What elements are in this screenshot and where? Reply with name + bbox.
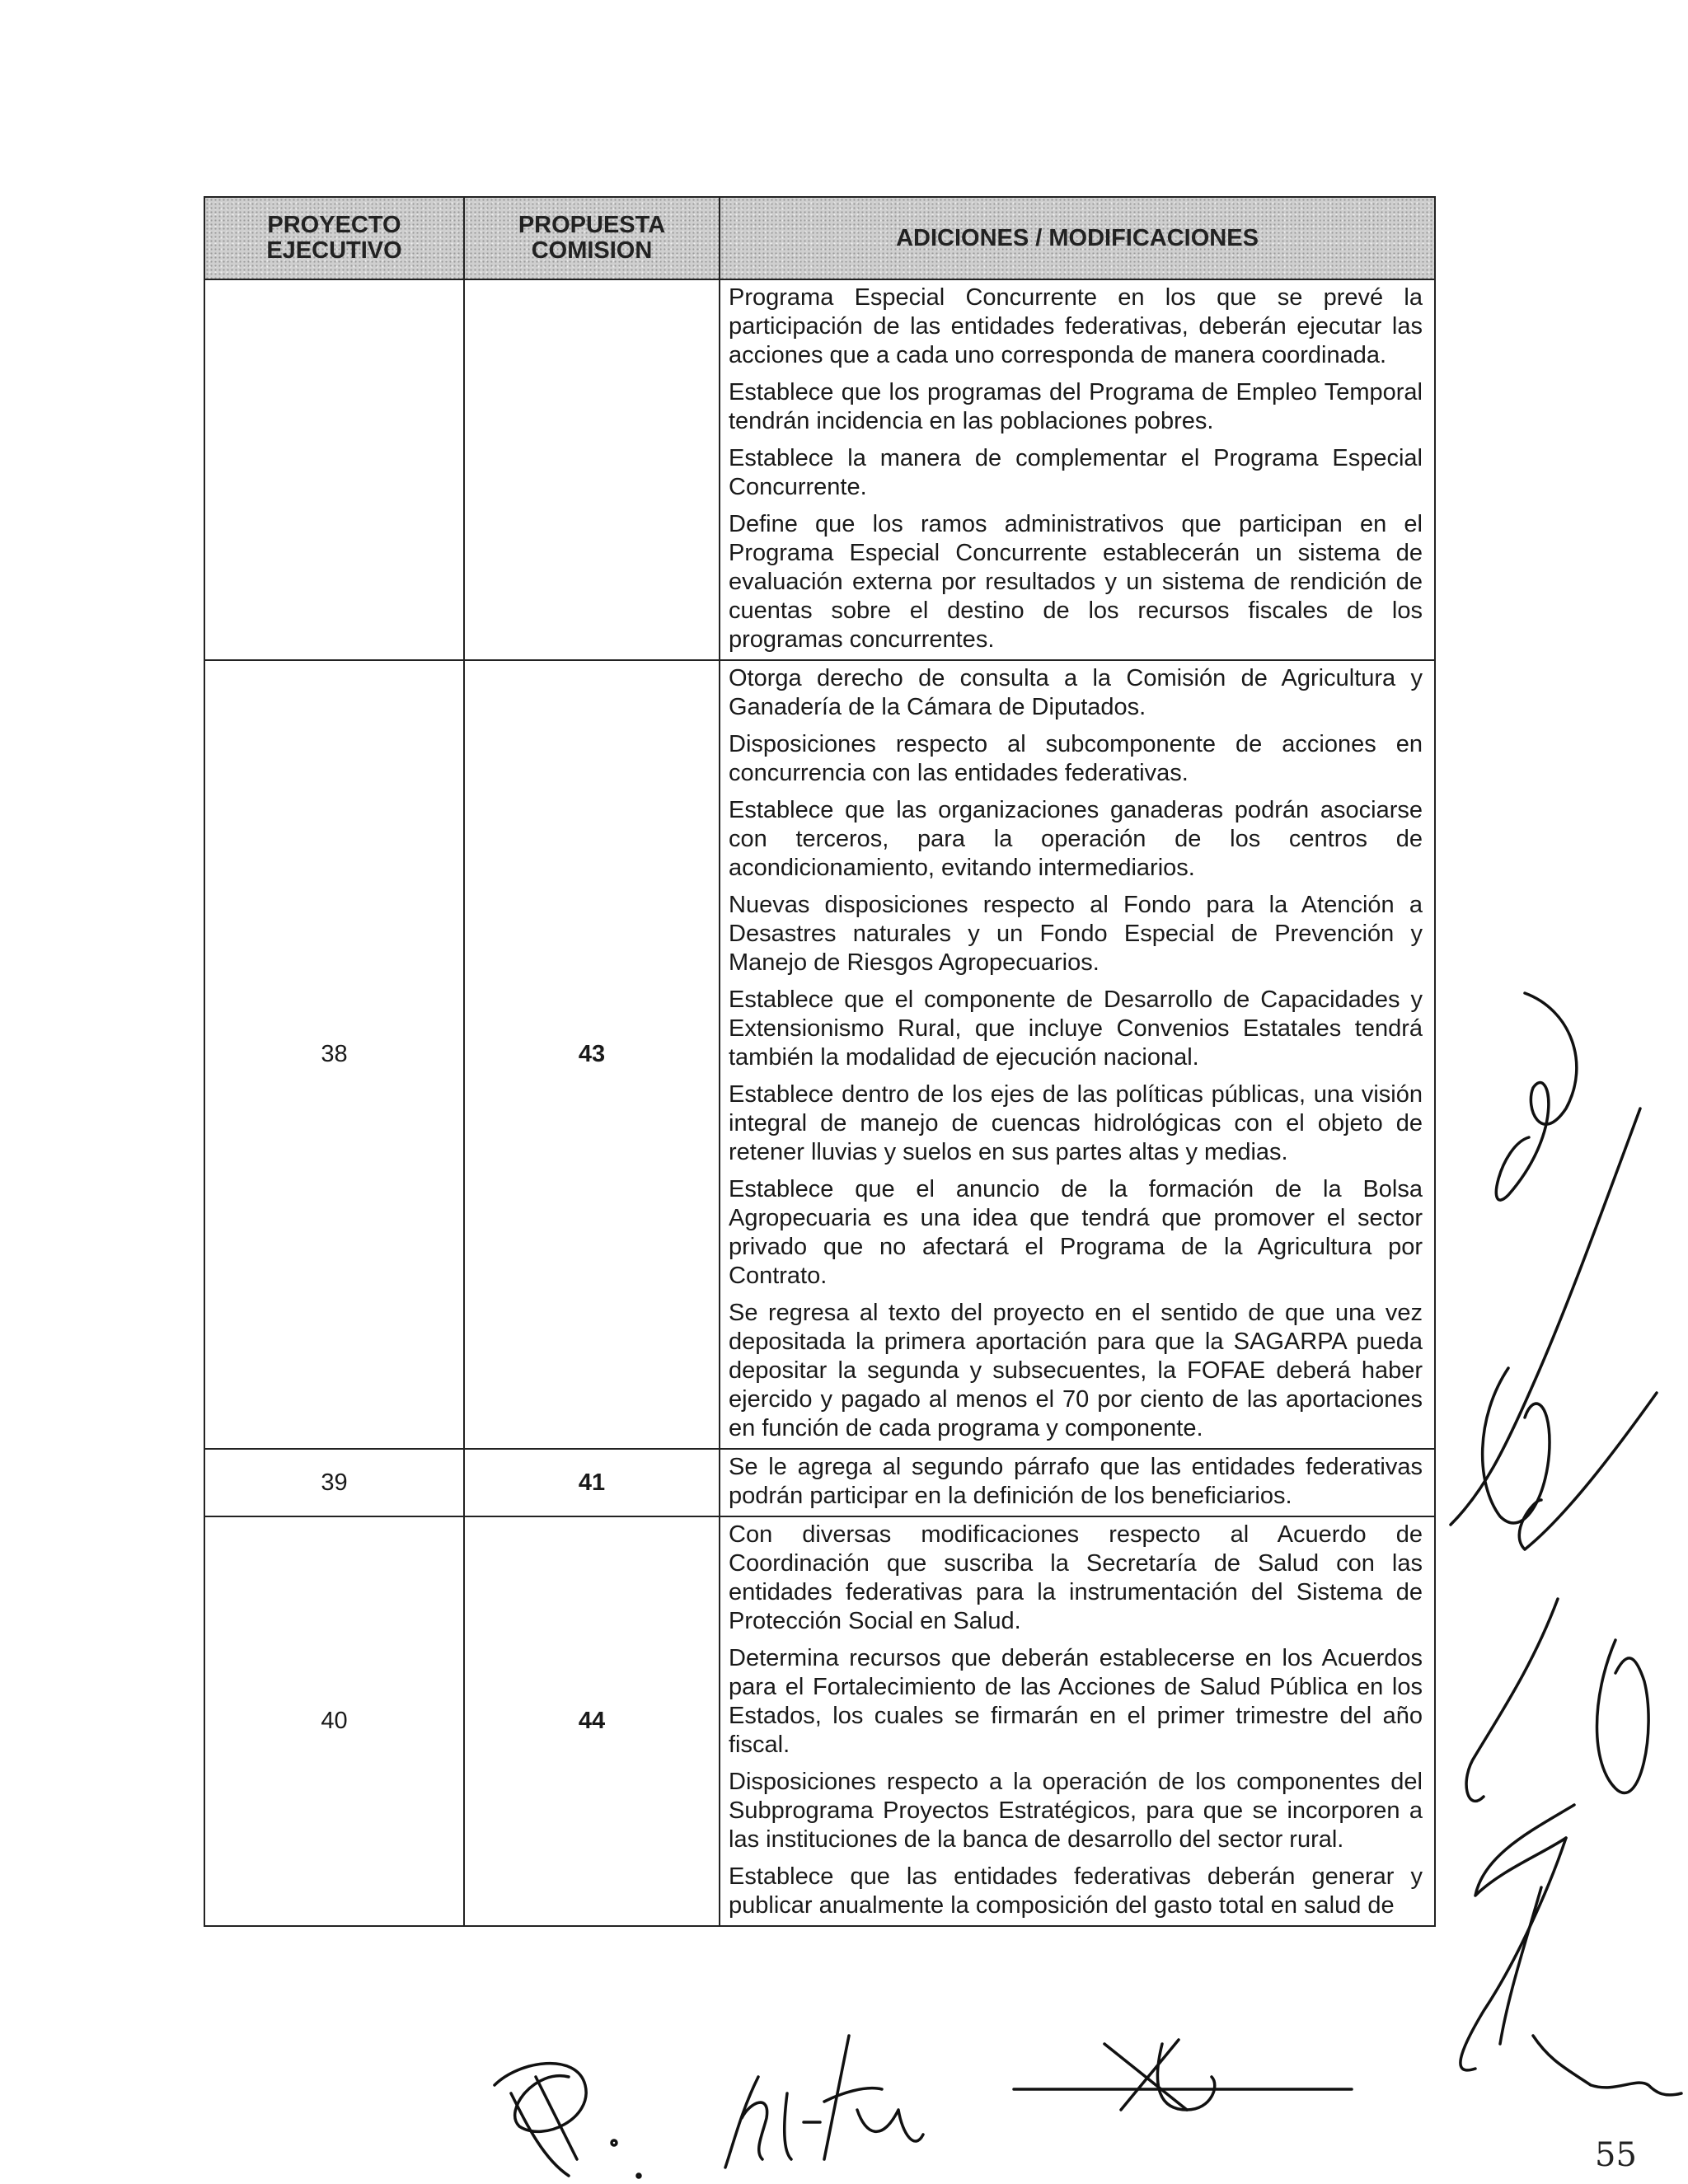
bottom-signature-2 xyxy=(725,2036,923,2168)
modifications-table xyxy=(204,196,1436,1927)
margin-signature-right xyxy=(1451,993,1681,2095)
modifications-cell xyxy=(720,660,1435,1449)
paragraph: Otorga derecho de consulta a la Comisión de Agricultura y Ganadería de la Cámara de Diputados. xyxy=(729,665,1423,720)
bottom-signature-3 xyxy=(1014,2040,1352,2110)
proyecto-cell: 39 xyxy=(204,1449,464,1516)
paragraph: Establece que las entidades federativas deberán generar y publicar anualmente la composición del gasto total en salud de xyxy=(729,1863,1423,1919)
paragraph: Define que los ramos administrativos que participan en el Programa Especial Concurrente establecerán un sistema de evaluación externa por resultados y un sistema de rendición de cuentas sobre el destino de los recursos fiscales de los programas concurrentes. xyxy=(729,511,1423,653)
proyecto-cell: 40 xyxy=(204,1516,464,1926)
table-row xyxy=(204,660,1435,1449)
modifications-cell xyxy=(720,1449,1435,1516)
paragraph: Establece dentro de los ejes de las políticas públicas, una visión integral de manejo de cuencas hidrológicas con el objeto de retener lluvias y suelos en sus partes altas y medias. xyxy=(729,1081,1423,1165)
table-row xyxy=(204,279,1435,660)
page-number: 55 xyxy=(1595,2136,1637,2174)
paragraph: Establece que el anuncio de la formación de la Bolsa Agropecuaria es una idea que tendrá que promover el sector privado que no afectará el Programa de la Agricultura por Contrato. xyxy=(729,1176,1423,1289)
paragraph: Disposiciones respecto al subcomponente de acciones en concurrencia con las entidades federativas. xyxy=(729,731,1423,786)
paragraph: Se le agrega al segundo párrafo que las entidades federativas podrán participar en la definición de los beneficiarios. xyxy=(729,1454,1423,1509)
proyecto-cell xyxy=(204,279,464,660)
table-row xyxy=(204,1516,1435,1926)
paragraph: Nuevas disposiciones respecto al Fondo para la Atención a Desastres naturales y un Fondo Especial de Prevención y Manejo de Riesgos Agropecuarios. xyxy=(729,892,1423,976)
header-proyecto-ejecutivo: PROYECTO EJECUTIVO xyxy=(204,197,464,279)
propuesta-cell: 41 xyxy=(464,1449,720,1516)
propuesta-cell: 44 xyxy=(464,1516,720,1926)
proyecto-cell: 38 xyxy=(204,660,464,1449)
bottom-signature-1 xyxy=(495,2064,640,2177)
paragraph: Establece que el componente de Desarrollo de Capacidades y Extensionismo Rural, que incluye Convenios Estatales tendrá también la modalidad de ejecución nacional. xyxy=(729,987,1423,1071)
paragraph: Se regresa al texto del proyecto en el sentido de que una vez depositada la primera aportación para que la SAGARPA pueda depositar la segunda y subsecuentes, la FOFAE deberá haber ejercido y pagado al menos el 70 por ciento de las aportaciones en función de cada programa y componente. xyxy=(729,1300,1423,1441)
table-row xyxy=(204,1449,1435,1516)
paragraph: Establece que las organizaciones ganaderas podrán asociarse con terceros, para la operación de los centros de acondicionamiento, evitando intermediarios. xyxy=(729,797,1423,881)
paragraph: Disposiciones respecto a la operación de los componentes del Subprograma Proyectos Estratégicos, para que se incorporen a las instituciones de la banca de desarrollo del sector rural. xyxy=(729,1769,1423,1853)
paragraph: Determina recursos que deberán establecerse en los Acuerdos para el Fortalecimiento de las Acciones de Salud Pública en los Estados, los cuales se firmarán en el primer trimestre del año fiscal. xyxy=(729,1645,1423,1758)
paragraph: Establece la manera de complementar el Programa Especial Concurrente. xyxy=(729,445,1423,500)
header-propuesta-comision: PROPUESTA COMISION xyxy=(464,197,720,279)
modifications-cell xyxy=(720,1516,1435,1926)
propuesta-cell: 43 xyxy=(464,660,720,1449)
paragraph: Programa Especial Concurrente en los que se prevé la participación de las entidades federativas, deberán ejecutar las acciones que a cada uno corresponda de manera coordinada. xyxy=(729,284,1423,368)
paragraph: Establece que los programas del Programa de Empleo Temporal tendrán incidencia en las poblaciones pobres. xyxy=(729,379,1423,434)
paragraph: Con diversas modificaciones respecto al Acuerdo de Coordinación que suscriba la Secretaría de Salud con las entidades federativas para la instrumentación del Sistema de Protección Social en Salud. xyxy=(729,1521,1423,1634)
header-adiciones-modificaciones: ADICIONES / MODIFICACIONES xyxy=(720,197,1435,279)
modifications-cell xyxy=(720,279,1435,660)
table-header-row xyxy=(204,197,1435,279)
propuesta-cell xyxy=(464,279,720,660)
